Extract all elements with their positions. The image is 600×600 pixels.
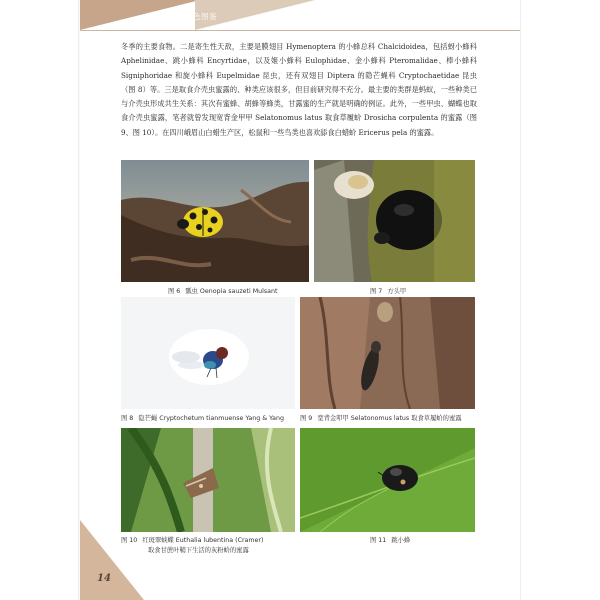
figure-11-caption	[370, 535, 410, 544]
figure-10-photo	[121, 428, 295, 532]
page-number: 14	[97, 573, 111, 584]
figure-number: 图 9	[300, 415, 313, 422]
figure-number: 图 8	[121, 415, 134, 422]
figure-caption-text: 跳小蜂	[391, 537, 411, 544]
body-paragraph: 冬季的主要食物。二是寄生性天敌，主要是膜翅目 Hymenoptera 的小蜂总科 Chalcidoidea，包括蚜小蜂科 Aphelinidae、跳小蜂科 Encyrtidae，以及姬小蜂科 Eulophidae、金小蜂科 Pteromalidae、棒小蜂科 Signiphoridae 和旋小蜂科 Eupelmidae 昆虫，还有双翅目 Diptera 的隐芒蝇科 Cryptochaetidae 昆虫（图 8）等。三是取食介壳虫蜜露的、种类应该很多，但目前研究得不充分。最主要的类群是蚂蚁，一些种类已与介壳虫形成共生关系：其次有蜜蜂、胡蜂等蜂类，甘露蜜的生产就是明确的例证。此外，一些甲虫、蝴蝶也取食介壳虫蜜露，笔者就曾发现宽背金甲甲 Selatonomus latus 取食草履蚧 Drosicha corpulenta 的蜜露（图 9、图 10）。在四川峨眉山白蜡生产区，松鼠和一些鸟类也喜欢舔食白蜡蚧 Ericerus pela 的蜜露。	[121, 42, 477, 137]
figure-8-caption	[121, 413, 284, 422]
figure-8-photo	[121, 297, 295, 409]
figure-number: 图 10	[121, 537, 138, 544]
figure-caption-text: 方头甲	[387, 288, 407, 295]
figure-6-caption	[168, 286, 278, 295]
figure-number: 图 6	[168, 288, 181, 295]
figure-9-caption	[300, 413, 462, 422]
figure-7-photo	[314, 160, 475, 282]
footer-decoration	[80, 520, 144, 600]
figure-caption-text: 宽背金叩甲 Selatonomus latus 取食草履蚧的蜜露	[317, 415, 462, 422]
figure-10-caption-line2: 取食甘蔗叶鞘下生活的灰粉蚧的蜜露	[148, 547, 249, 554]
figure-9-photo	[300, 297, 475, 409]
figure-11-photo	[300, 428, 475, 532]
figure-caption-text: 红斑翠蛱蝶 Euthalia lubentina (Cramer)	[142, 537, 264, 544]
figure-caption-text: 隐芒蝇 Cryptochetum tianmuense Yang & Yang	[138, 415, 284, 422]
page-edge	[78, 0, 79, 600]
running-header-title: 中国介壳虫原色图鉴	[145, 12, 217, 21]
figure-number: 图 7	[370, 288, 383, 295]
page-edge	[520, 0, 521, 600]
figure-caption-text: 瓢虫 Oenopia sauzeti Mulsant	[185, 288, 278, 295]
figure-6-photo	[121, 160, 309, 282]
figure-7-caption	[370, 286, 406, 295]
body-text	[121, 40, 477, 140]
figure-number: 图 11	[370, 537, 387, 544]
